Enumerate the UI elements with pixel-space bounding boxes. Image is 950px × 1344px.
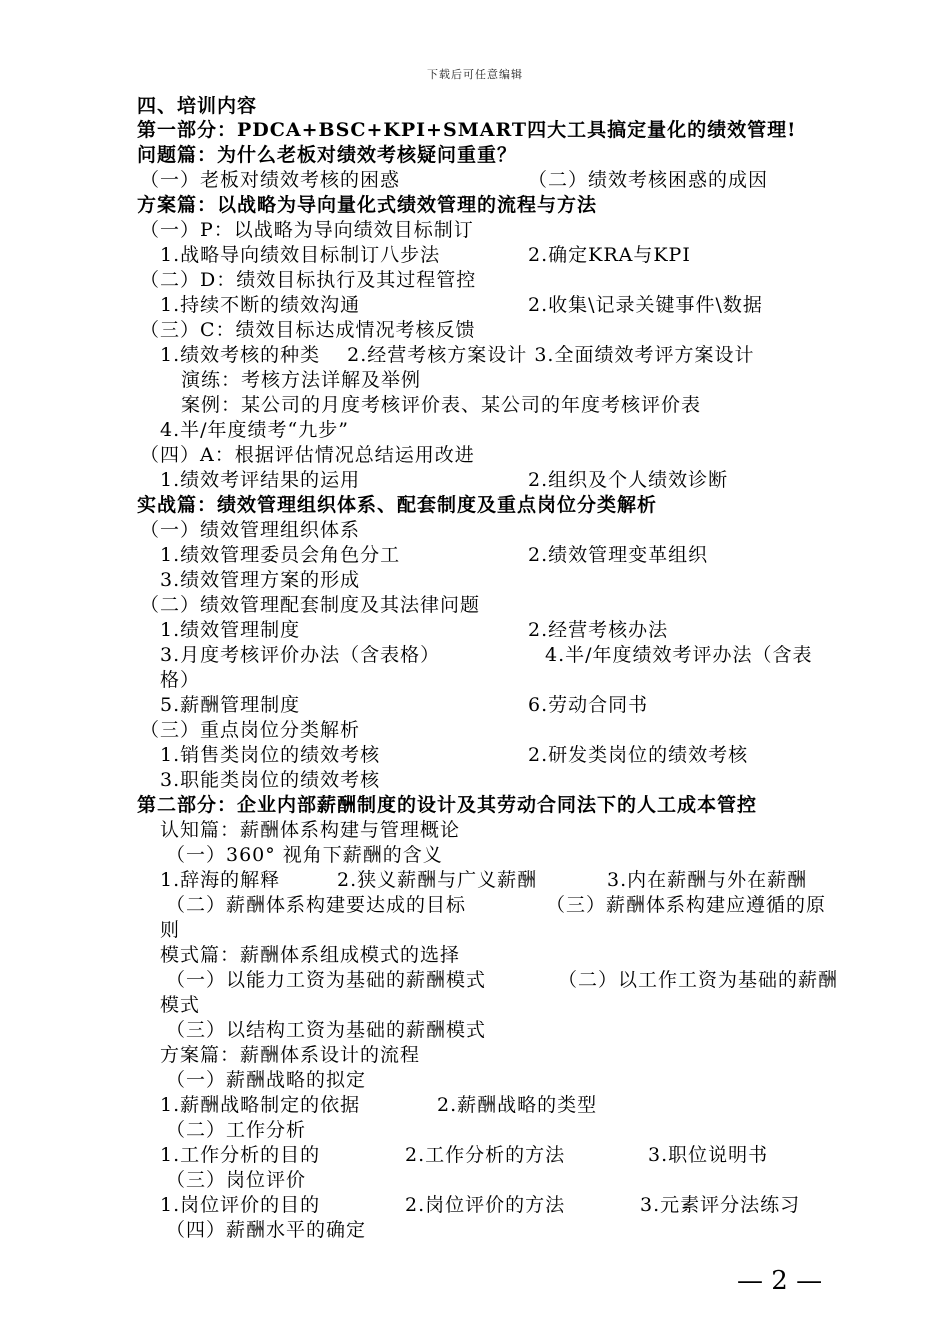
text-line: 4.半/年度绩考“九步” [160, 419, 349, 441]
text-line: 1.销售类岗位的绩效考核 [160, 744, 381, 766]
text-line: （二）D：绩效目标执行及其过程管控 [140, 269, 477, 291]
text-line: （三）重点岗位分类解析 [140, 719, 361, 741]
text-line-column-2: 2.工作分析的方法 [405, 1144, 566, 1166]
text-line-column-2: 2.收集\记录关键事件\数据 [528, 294, 763, 316]
text-line: 认知篇：薪酬体系构建与管理概论 [160, 819, 461, 841]
text-line-column-2: 2.岗位评价的方法 [405, 1194, 566, 1216]
text-line: 则 [160, 919, 181, 941]
text-line-column-2: 4.半/年度绩效考评办法（含表 [545, 644, 813, 666]
text-line: （一）老板对绩效考核的困惑 [140, 169, 401, 191]
text-line: 1.岗位评价的目的 [160, 1194, 321, 1216]
text-line: （一）以能力工资为基础的薪酬模式 [166, 969, 487, 991]
text-line: 模式篇：薪酬体系组成模式的选择 [160, 944, 461, 966]
text-line-column-2: （三）薪酬体系构建应遵循的原 [546, 894, 827, 916]
text-line: 1.工作分析的目的 [160, 1144, 321, 1166]
text-line: 3.月度考核评价办法（含表格） [160, 644, 441, 666]
text-line: 1.薪酬战略制定的依据 [160, 1094, 361, 1116]
text-line-column-2: 6.劳动合同书 [528, 694, 649, 716]
text-line: 演练：考核方法详解及举例 [181, 369, 422, 391]
page-header: 下载后可任意编辑 [427, 68, 523, 81]
text-line: 1.绩效管理委员会角色分工 [160, 544, 401, 566]
text-line: （一）P：以战略为导向绩效目标制订 [140, 219, 474, 241]
section-heading: 问题篇：为什么老板对绩效考核疑问重重？ [137, 144, 518, 166]
text-line-column-3: 3.元素评分法练习 [640, 1194, 801, 1216]
text-line: 1.绩效考核的种类 2.经营考核方案设计 3.全面绩效考评方案设计 [160, 344, 755, 366]
text-line-column-2: 2.经营考核办法 [528, 619, 669, 641]
section-heading: 第二部分：企业内部薪酬制度的设计及其劳动合同法下的人工成本管控 [137, 794, 758, 816]
text-line: 格） [160, 669, 201, 691]
text-line: 1.绩效考评结果的运用 [160, 469, 361, 491]
text-line-column-2: 2.确定KRA与KPI [528, 244, 691, 266]
page-number: — 2 — [737, 1266, 823, 1296]
text-line: （二）工作分析 [166, 1119, 307, 1141]
text-line: 案例：某公司的月度考核评价表、某公司的年度考核评价表 [181, 394, 702, 416]
text-line: 1.绩效管理制度 [160, 619, 301, 641]
text-line: 1.辞海的解释 [160, 869, 281, 891]
text-line: 3.职能类岗位的绩效考核 [160, 769, 381, 791]
text-line: （二）绩效管理配套制度及其法律问题 [140, 594, 481, 616]
section-heading: 实战篇：绩效管理组织体系、配套制度及重点岗位分类解析 [137, 494, 658, 516]
text-line: （三）C：绩效目标达成情况考核反馈 [140, 319, 476, 341]
text-line: （一）薪酬战略的拟定 [166, 1069, 367, 1091]
text-line: （三）岗位评价 [166, 1169, 307, 1191]
section-heading: 四、培训内容 [137, 95, 258, 117]
text-line-column-2: 2.组织及个人绩效诊断 [528, 469, 729, 491]
text-line-column-3: 3.内在薪酬与外在薪酬 [607, 869, 808, 891]
text-line-column-2: 2.绩效管理变革组织 [528, 544, 709, 566]
text-line: （一）360° 视角下薪酬的含义 [166, 844, 443, 866]
text-line: 3.绩效管理方案的形成 [160, 569, 361, 591]
section-heading: 第一部分：PDCA+BSC+KPI+SMART四大工具搞定量化的绩效管理! [137, 119, 797, 141]
text-line: 1.持续不断的绩效沟通 [160, 294, 361, 316]
text-line-column-2: 2.薪酬战略的类型 [437, 1094, 598, 1116]
text-line: （一）绩效管理组织体系 [140, 519, 361, 541]
text-line: 1.战略导向绩效目标制订八步法 [160, 244, 441, 266]
text-line: （二）薪酬体系构建要达成的目标 [166, 894, 467, 916]
text-line: （四）薪酬水平的确定 [166, 1219, 367, 1241]
section-heading: 方案篇：以战略为导向量化式绩效管理的流程与方法 [137, 194, 598, 216]
text-line-column-2: （二）绩效考核困惑的成因 [528, 169, 769, 191]
text-line: 5.薪酬管理制度 [160, 694, 301, 716]
text-line: 方案篇：薪酬体系设计的流程 [160, 1044, 421, 1066]
text-line: （三）以结构工资为基础的薪酬模式 [166, 1019, 487, 1041]
text-line-column-2: （二）以工作工资为基础的薪酬 [558, 969, 839, 991]
text-line: 模式 [160, 994, 201, 1016]
text-line-column-2: 2.狭义薪酬与广义薪酬 [337, 869, 538, 891]
text-line-column-2: 2.研发类岗位的绩效考核 [528, 744, 749, 766]
text-line: （四）A：根据评估情况总结运用改进 [140, 444, 475, 466]
text-line-column-3: 3.职位说明书 [648, 1144, 769, 1166]
